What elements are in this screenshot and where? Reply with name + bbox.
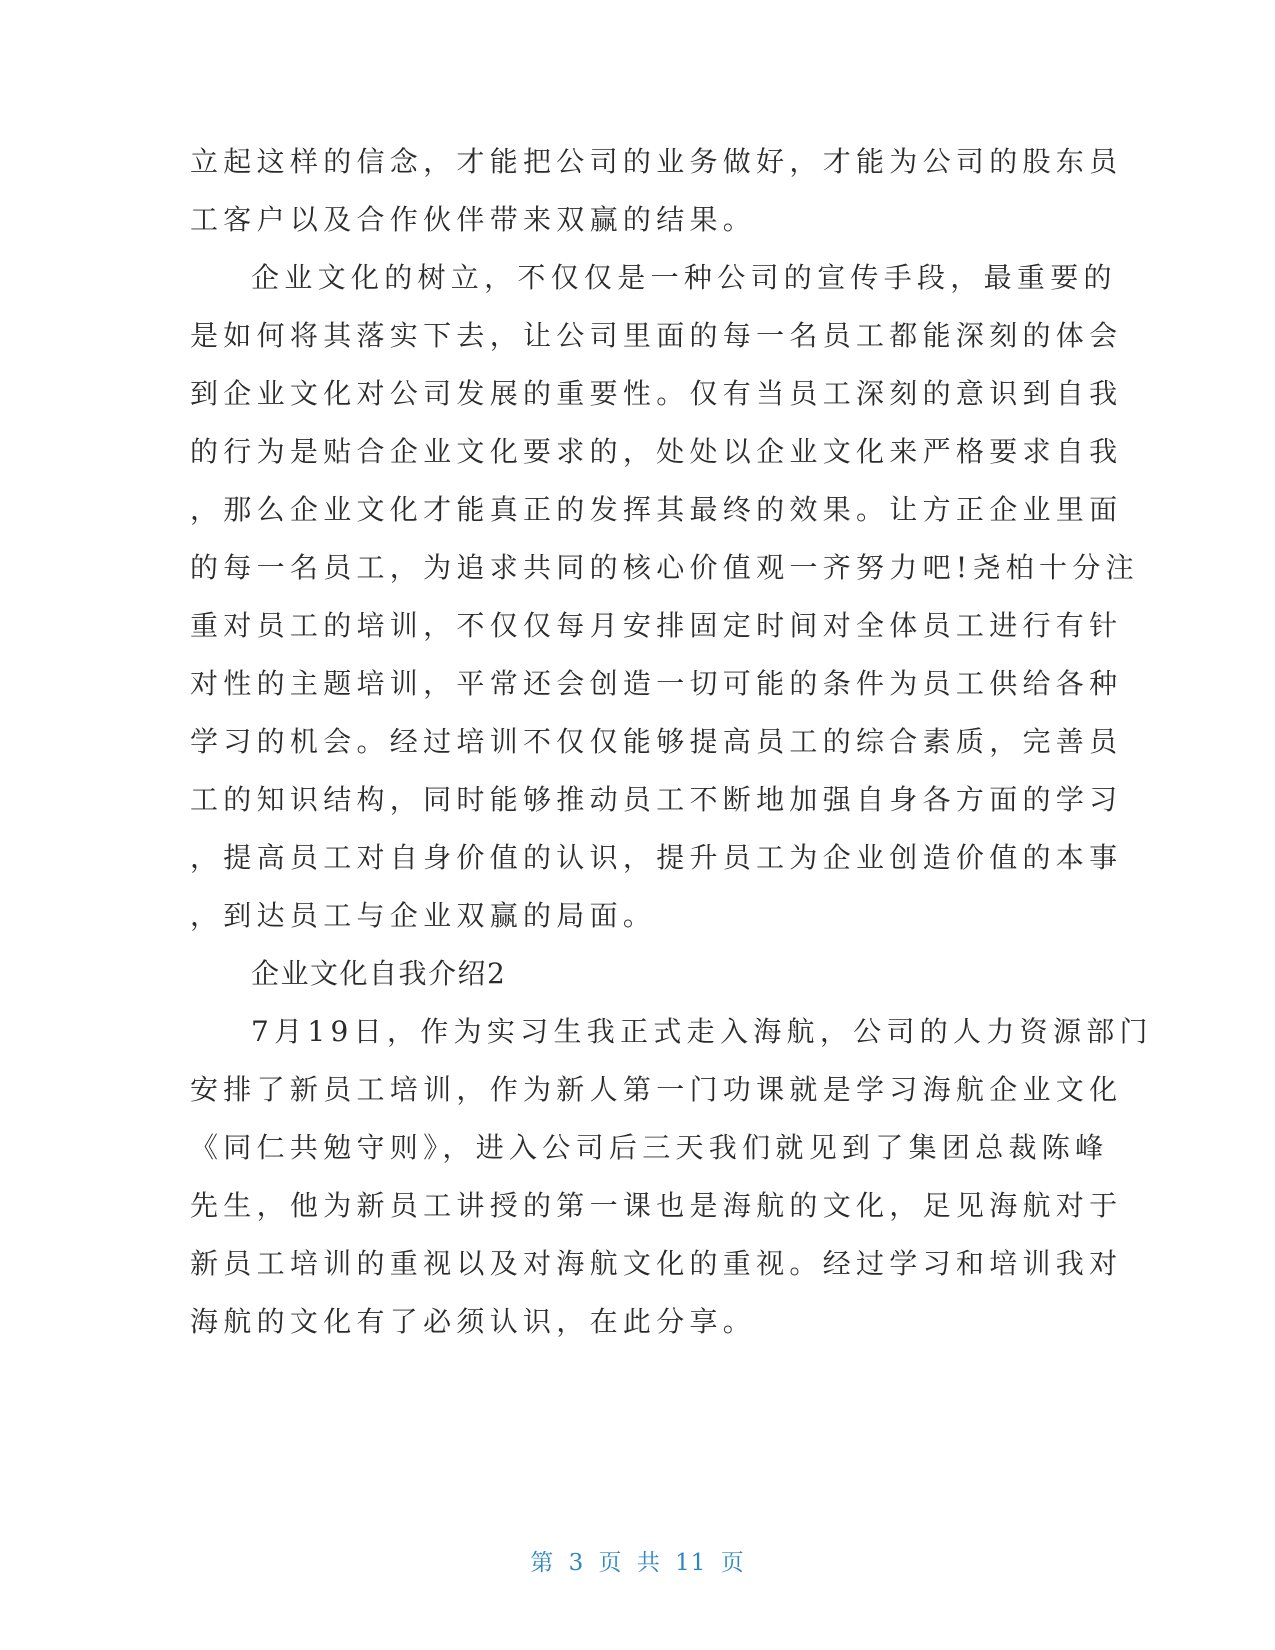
- text-line: 对性的主题培训，平常还会创造一切可能的条件为员工供给各种: [190, 667, 1123, 700]
- text-line: 工的知识结构，同时能够推动员工不断地加强自身各方面的学习: [190, 783, 1123, 816]
- text-line: 《同仁共勉守则》，进入公司后三天我们就见到了集团总裁陈峰: [190, 1131, 1109, 1164]
- text-line: 海航的文化有了必须认识，在此分享。: [190, 1305, 757, 1338]
- page-number-footer: 第 3 页 共 11 页: [530, 1550, 745, 1576]
- paragraph-first-line: 企业文化的树立，不仅仅是一种公司的宣传手段，最重要的: [251, 261, 1117, 294]
- text-line: 新员工培训的重视以及对海航文化的重视。经过学习和培训我对: [190, 1247, 1123, 1280]
- text-line: 是如何将其落实下去，让公司里面的每一名员工都能深刻的体会: [190, 319, 1123, 352]
- text-line: 的每一名员工，为追求共同的核心价值观一齐努力吧!尧柏十分注: [190, 551, 1139, 584]
- text-line: ，提高员工对自身价值的认识，提升员工为企业创造价值的本事: [190, 841, 1123, 874]
- text-line: 先生，他为新员工讲授的第一课也是海航的文化，足见海航对于: [190, 1189, 1123, 1222]
- text-line: 重对员工的培训，不仅仅每月安排固定时间对全体员工进行有针: [190, 609, 1123, 642]
- paragraph-first-line: 7月19日，作为实习生我正式走入海航，公司的人力资源部门: [251, 1015, 1153, 1048]
- text-line: 到企业文化对公司发展的重要性。仅有当员工深刻的意识到自我: [190, 377, 1123, 410]
- section-heading: 企业文化自我介绍2: [251, 957, 507, 990]
- text-line: 立起这样的信念，才能把公司的业务做好，才能为公司的股东员: [190, 145, 1123, 178]
- text-line: ，到达员工与企业双赢的局面。: [190, 899, 657, 932]
- text-line: 学习的机会。经过培训不仅仅能够提高员工的综合素质，完善员: [190, 725, 1123, 758]
- text-line: 的行为是贴合企业文化要求的，处处以企业文化来严格要求自我: [190, 435, 1123, 468]
- text-line: 安排了新员工培训，作为新人第一门功课就是学习海航企业文化: [190, 1073, 1123, 1106]
- text-line: ，那么企业文化才能真正的发挥其最终的效果。让方正企业里面: [190, 493, 1123, 526]
- text-line: 工客户以及合作伙伴带来双赢的结果。: [190, 203, 757, 236]
